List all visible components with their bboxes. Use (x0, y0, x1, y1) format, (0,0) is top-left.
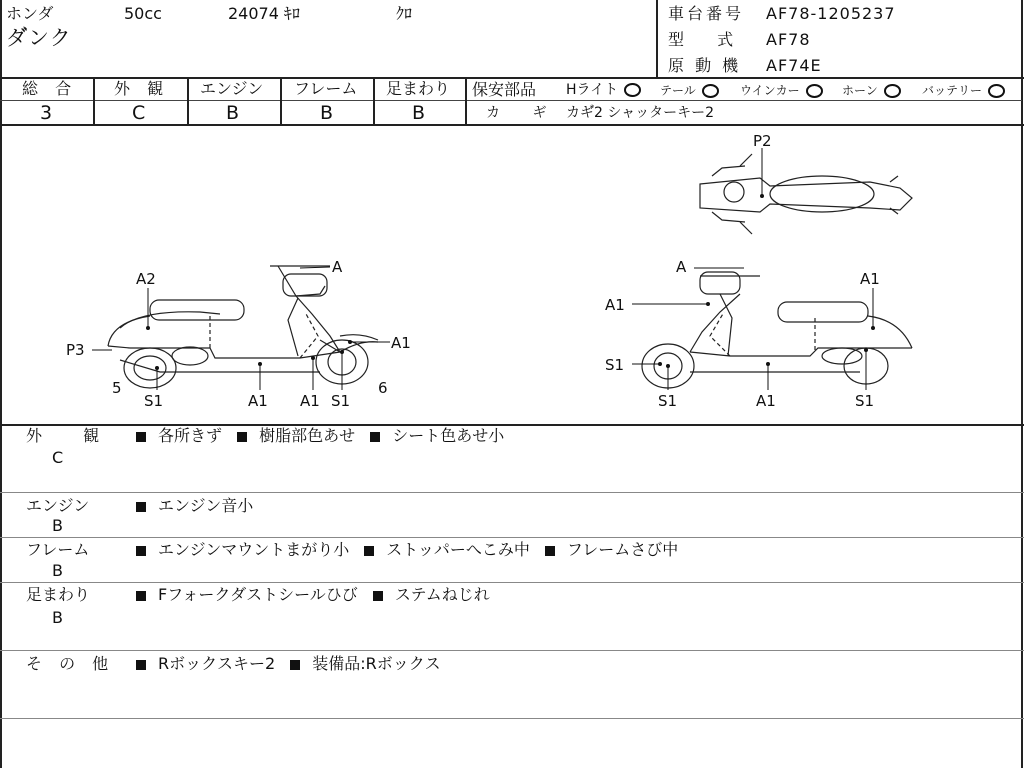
left-label-a2: A2 (136, 270, 156, 288)
left-label-a1-floor: A1 (248, 392, 268, 410)
bullet-square-icon (545, 546, 555, 556)
left-label-a: A (332, 258, 343, 276)
grade-col-3 (280, 78, 282, 125)
safety-battery (922, 84, 1005, 98)
grade-frame: B (320, 102, 334, 124)
detail-item: 各所きず (158, 426, 223, 445)
winker-label: ウインカー (740, 83, 800, 98)
diagram-bottom-line (0, 424, 1024, 426)
bullet-square-icon (136, 502, 146, 512)
ok-circle-icon (806, 84, 823, 98)
horn-label: ホーン (842, 83, 878, 98)
left-label-6: 6 (378, 379, 388, 397)
grade-col-2 (187, 78, 189, 125)
left-label-a1-front: A1 (391, 334, 411, 352)
left-label-s1-front: S1 (331, 392, 351, 410)
color: ｸﾛ (396, 4, 413, 23)
bullet-square-icon (136, 546, 146, 556)
top-label-p2: P2 (753, 132, 772, 150)
type-number: AF78 (766, 30, 811, 49)
right-label-a: A (676, 258, 687, 276)
detail-item: ステムねじれ (394, 585, 490, 604)
left-label-5: 5 (112, 379, 122, 397)
key-label: カ ギ (486, 105, 561, 121)
detail-item: 樹脂部色あせ (259, 426, 356, 445)
grade-frame-label: フレーム (294, 79, 358, 98)
right-label-a1-floor: A1 (756, 392, 776, 410)
engine-type: AF74E (766, 56, 822, 75)
grade-engine-label: エンジン (200, 79, 264, 98)
grade-col-4 (373, 78, 375, 125)
detail-item: ストッパーへこみ中 (386, 540, 530, 559)
frame-number-label: 車台番号 (668, 4, 745, 23)
detail-frame-label: フレーム (26, 540, 90, 559)
right-label-s1-left: S1 (605, 356, 625, 374)
safety-mid-line (466, 100, 1022, 101)
detail-suspension-grade: B (52, 608, 63, 627)
tail-label: テール (660, 83, 696, 98)
safety-horn (842, 84, 901, 98)
grade-suspension: B (412, 102, 426, 124)
grade-overall: 3 (40, 102, 53, 124)
grade-mid-line (0, 100, 466, 101)
detail-divider-2 (0, 537, 1024, 538)
grade-exterior-label: 外 観 (114, 79, 170, 98)
bullet-square-icon (136, 591, 146, 601)
detail-item: シート色あせ小 (392, 426, 505, 445)
detail-frame-items (136, 542, 678, 558)
detail-engine-grade: B (52, 516, 63, 535)
bullet-square-icon (370, 432, 380, 442)
right-label-a1-seat: A1 (860, 270, 880, 288)
scooter-side-right (642, 272, 912, 388)
detail-exterior-label: 外 観 (26, 426, 118, 445)
scooter-top-view (700, 154, 912, 234)
bullet-square-icon (136, 660, 146, 670)
mileage: 24074 ｷﾛ (228, 4, 300, 23)
detail-other-label: そ の 他 (26, 654, 115, 673)
right-label-s1-front: S1 (658, 392, 678, 410)
left-label-a1-front-low: A1 (300, 392, 320, 410)
grade-exterior: C (132, 102, 146, 124)
bullet-square-icon (290, 660, 300, 670)
detail-item: エンジン音小 (158, 496, 254, 515)
bullet-square-icon (136, 432, 146, 442)
detail-divider-4 (0, 650, 1024, 651)
detail-item: エンジンマウントまがり小 (158, 540, 350, 559)
detail-exterior-items (136, 428, 504, 444)
type-label: 型 式 (668, 30, 748, 49)
bullet-square-icon (373, 591, 383, 601)
detail-engine-label: エンジン (26, 496, 90, 515)
detail-item: Fフォークダストシールひび (158, 585, 358, 604)
header-divider (656, 0, 658, 78)
ok-circle-icon (884, 84, 901, 98)
detail-item: フレームさび中 (566, 540, 679, 559)
safety-headlight (566, 83, 641, 97)
detail-divider-3 (0, 582, 1024, 583)
grade-overall-label: 総 合 (22, 79, 78, 98)
displacement: 50cc (124, 4, 162, 23)
ok-circle-icon (988, 84, 1005, 98)
ok-circle-icon (702, 84, 719, 98)
grade-col-5 (465, 78, 467, 125)
maker: ホンダ (6, 4, 54, 23)
grade-col-1 (93, 78, 95, 125)
detail-suspension-label: 足まわり (26, 585, 91, 604)
grade-suspension-label: 足まわり (386, 79, 451, 98)
safety-winker (740, 84, 823, 98)
engine-type-label: 原 動 機 (668, 56, 742, 75)
battery-label: バッテリー (922, 83, 983, 98)
damage-diagram (0, 126, 1024, 424)
left-label-s1-rear: S1 (144, 392, 164, 410)
detail-suspension-items (136, 587, 490, 603)
detail-exterior-grade: C (52, 448, 64, 467)
safety-label: 保安部品 (472, 80, 537, 99)
headlight-label: Hライト (566, 82, 619, 98)
detail-divider-5 (0, 718, 1024, 719)
key-text: カギ゙2 シャッターキー2 (566, 105, 714, 121)
detail-frame-grade: B (52, 561, 63, 580)
detail-divider-1 (0, 492, 1024, 493)
model-name: ダ゙ンク (6, 26, 72, 50)
detail-item: Rボックスキー2 (158, 654, 276, 673)
grade-engine: B (226, 102, 240, 124)
detail-engine-items (136, 498, 253, 514)
detail-other-items (136, 656, 441, 672)
bullet-square-icon (237, 432, 247, 442)
right-label-a1-upper: A1 (605, 296, 625, 314)
bullet-square-icon (364, 546, 374, 556)
frame-number: AF78-1205237 (766, 4, 896, 23)
ok-circle-icon (624, 83, 641, 97)
safety-tail (660, 84, 719, 98)
detail-item: 装備品:Rボックス (312, 654, 441, 673)
left-label-p3: P3 (66, 341, 85, 359)
right-label-s1-rear: S1 (855, 392, 875, 410)
